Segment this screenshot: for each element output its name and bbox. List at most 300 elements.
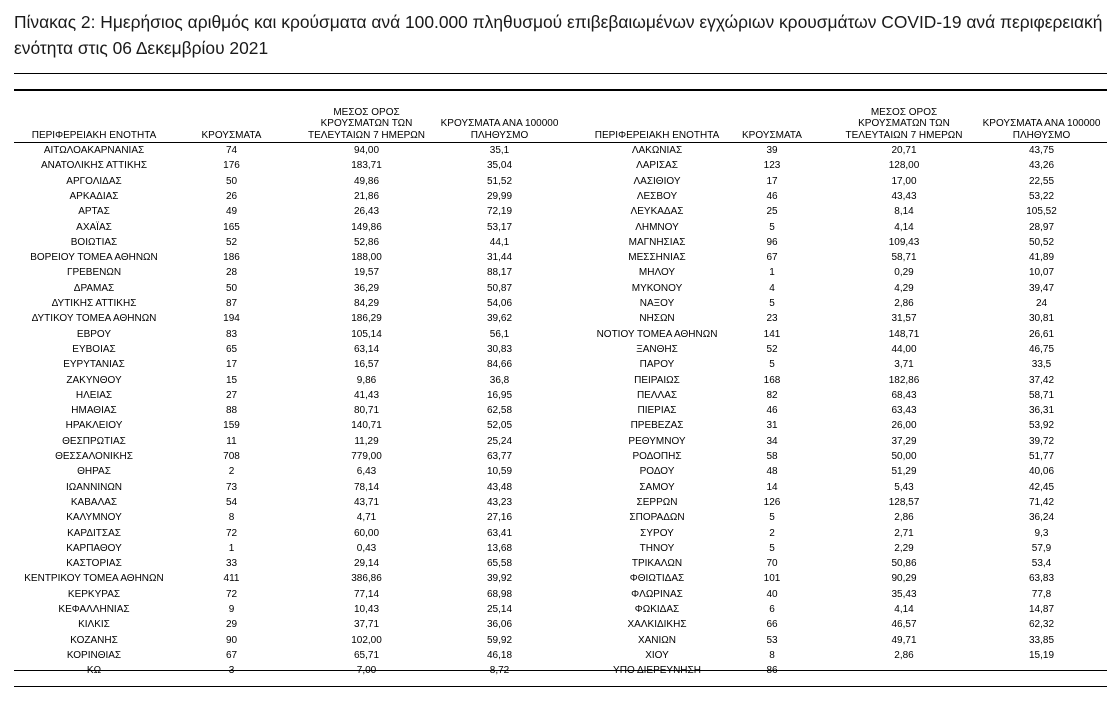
- left-per100k-cell: 44,1: [489, 236, 510, 248]
- right-per100k-cell: 10,07: [1028, 267, 1055, 279]
- left-cases-cell: 15: [225, 374, 238, 386]
- left-region-cell: ΕΥΡΥΤΑΝΙΑΣ: [63, 359, 125, 371]
- header-per100k-right: [969, 98, 1113, 142]
- header-label: ΚΡΟΥΣΜΑΤΑ ΑΝΑ 100000 ΠΛΗΘΥΣΜΟ: [982, 118, 1101, 141]
- left-avg7-cell: 94,00: [353, 145, 380, 156]
- right-avg7-cell: 128,57: [888, 496, 920, 508]
- right-per100k-cell: 33,5: [1031, 359, 1052, 371]
- right-cases-cell: 5: [769, 221, 775, 233]
- left-avg7-cell: 140,71: [351, 420, 382, 432]
- left-region-cell: ΚΑΡΠΑΘΟΥ: [66, 542, 122, 554]
- left-avg7-cell: 77,14: [353, 588, 380, 600]
- left-avg7-cell: 29,14: [353, 558, 380, 570]
- table-row: [14, 296, 1107, 311]
- left-per100k-cell: 25,14: [486, 604, 513, 615]
- right-region-cell: ΜΑΓΝΗΣΙΑΣ: [628, 236, 686, 248]
- right-avg7-cell: 109,43: [888, 236, 920, 248]
- left-region-cell: ΘΕΣΠΡΩΤΙΑΣ: [62, 435, 126, 447]
- left-cases-cell: 9: [228, 604, 235, 615]
- right-region-cell: ΠΑΡΟΥ: [639, 359, 675, 371]
- right-cases-cell: 25: [766, 206, 778, 218]
- right-per100k-cell: 105,52: [1026, 206, 1057, 218]
- right-region-cell: ΣΠΟΡΑΔΩΝ: [629, 512, 685, 524]
- left-per100k-cell: 25,24: [486, 435, 513, 447]
- left-cases-cell: 11: [226, 435, 237, 447]
- right-region-cell: ΦΩΚΙΔΑΣ: [634, 604, 680, 615]
- right-cases-cell: 53: [766, 634, 778, 646]
- table-row: [14, 327, 1107, 342]
- right-per100k-cell: 43,75: [1028, 145, 1055, 156]
- right-region-cell: ΧΑΛΚΙΔΙΚΗΣ: [627, 619, 687, 631]
- header-label: ΚΡΟΥΣΜΑΤΑ: [742, 129, 802, 141]
- right-per100k-cell: 53,4: [1031, 558, 1052, 570]
- right-cases-cell: 5: [769, 542, 775, 554]
- right-cases-cell: 4: [769, 282, 775, 294]
- left-avg7-cell: 105,14: [351, 328, 382, 340]
- left-avg7-cell: 186,29: [351, 313, 382, 325]
- header-avg7-left: [304, 98, 429, 142]
- left-avg7-cell: 36,29: [353, 282, 380, 294]
- left-avg7-cell: 52,86: [353, 236, 380, 248]
- right-cases-cell: 34: [766, 435, 778, 447]
- left-per100k-cell: 63,77: [486, 451, 513, 462]
- right-per100k-cell: 39,47: [1028, 282, 1055, 294]
- left-avg7-cell: 9,86: [356, 374, 377, 386]
- right-region-cell: ΜΥΚΟΝΟΥ: [631, 282, 683, 294]
- table-row: [14, 571, 1107, 586]
- left-cases-cell: 50: [225, 282, 238, 294]
- right-per100k-cell: 26,61: [1028, 328, 1055, 340]
- left-cases-cell: 29: [225, 619, 238, 631]
- right-avg7-cell: 50,86: [891, 558, 917, 570]
- right-avg7-cell: 0,29: [894, 267, 914, 279]
- right-avg7-cell: 50,00: [891, 451, 917, 462]
- right-per100k-cell: 77,8: [1031, 588, 1052, 600]
- table-row: [14, 526, 1107, 541]
- right-avg7-cell: 37,29: [891, 435, 917, 447]
- left-avg7-cell: 78,14: [353, 481, 380, 493]
- left-cases-cell: 67: [225, 649, 238, 661]
- header-label: ΠΕΡΙΦΕΡΕΙΑΚΗ ΕΝΟΤΗΤΑ: [594, 129, 720, 141]
- table-row: [14, 587, 1107, 602]
- right-per100k-cell: 63,83: [1028, 573, 1055, 585]
- left-cases-cell: 411: [223, 573, 240, 585]
- left-avg7-cell: 80,71: [353, 405, 380, 417]
- header-label: ΚΡΟΥΣΜΑΤΑ: [201, 129, 262, 141]
- right-per100k-cell: 22,55: [1028, 175, 1055, 187]
- left-region-cell: ΚΑΒΑΛΑΣ: [70, 496, 118, 508]
- header-label: ΜΕΣΟΣ ΟΡΟΣ ΚΡΟΥΣΜΑΤΩΝ ΤΩΝ ΤΕΛΕΥΤΑΙΩΝ 7 ΗΜΕΡΩΝ: [307, 106, 426, 141]
- right-avg7-cell: 90,29: [891, 573, 917, 585]
- left-cases-cell: 2: [228, 466, 235, 478]
- table-row: [14, 480, 1107, 495]
- left-cases-cell: 176: [223, 160, 240, 172]
- left-cases-cell: 88: [225, 405, 238, 417]
- table-row: [14, 449, 1107, 464]
- table-row: [14, 265, 1107, 280]
- table-row: [14, 510, 1107, 525]
- right-cases-cell: 14: [766, 481, 778, 493]
- left-per100k-cell: 30,83: [486, 343, 513, 355]
- table-row: [14, 541, 1107, 556]
- left-per100k-cell: 39,62: [486, 313, 513, 325]
- right-region-cell: ΛΑΡΙΣΑΣ: [636, 160, 678, 172]
- right-region-cell: ΝΑΞΟΥ: [639, 298, 675, 309]
- right-avg7-cell: 128,00: [888, 160, 920, 172]
- table-row: [14, 189, 1107, 204]
- table-row: [14, 495, 1107, 510]
- right-cases-cell: 5: [769, 359, 775, 371]
- left-per100k-cell: 16,95: [486, 389, 513, 401]
- left-per100k-cell: 43,48: [486, 481, 513, 493]
- table-row: [14, 617, 1107, 632]
- left-per100k-cell: 50,87: [486, 282, 513, 294]
- left-cases-cell: 194: [223, 313, 240, 325]
- left-region-cell: ΗΡΑΚΛΕΙΟΥ: [65, 420, 123, 432]
- table-caption: Πίνακας 2: Ημερήσιος αριθμός και κρούσματα ανά 100.000 πληθυσμού επιβεβαιωμένων εγχώριων κρουσμάτων COVID-19 ανά περιφερειακή ενότητα στις 06 Δεκεμβρίου 2021: [14, 12, 1103, 58]
- left-cases-cell: 74: [225, 145, 238, 156]
- table-row: [14, 158, 1107, 173]
- left-per100k-cell: 56,1: [489, 328, 510, 340]
- left-avg7-cell: 0,43: [356, 542, 377, 554]
- right-region-cell: ΥΠΟ ΔΙΕΡΕΥΝΗΣΗ: [613, 665, 701, 677]
- left-per100k-cell: 59,92: [486, 634, 513, 646]
- left-per100k-cell: 54,06: [486, 298, 513, 309]
- right-cases-cell: 168: [763, 374, 781, 386]
- right-cases-cell: 8: [769, 649, 775, 661]
- right-per100k-cell: 37,42: [1028, 374, 1055, 386]
- right-per100k-cell: 42,45: [1028, 481, 1055, 493]
- right-region-cell: ΛΑΣΙΘΙΟΥ: [633, 175, 681, 187]
- left-region-cell: ΚΕΝΤΡΙΚΟΥ ΤΟΜΕΑ ΑΘΗΝΩΝ: [24, 573, 164, 585]
- right-cases-cell: 96: [766, 236, 778, 248]
- right-avg7-cell: 4,14: [894, 221, 914, 233]
- right-region-cell: ΦΛΩΡΙΝΑΣ: [631, 588, 683, 600]
- left-region-cell: ΗΛΕΙΑΣ: [75, 389, 113, 401]
- left-region-cell: ΒΟΡΕΙΟΥ ΤΟΜΕΑ ΑΘΗΝΩΝ: [30, 252, 158, 264]
- left-per100k-cell: 35,1: [489, 145, 510, 156]
- table-row: [14, 373, 1107, 388]
- table-row: [14, 220, 1107, 235]
- right-avg7-cell: 49,71: [891, 634, 917, 646]
- right-region-cell: ΡΟΔΟΠΗΣ: [632, 451, 682, 462]
- table-row: [14, 143, 1107, 158]
- table-row: [14, 418, 1107, 433]
- left-region-cell: ΚΕΡΚΥΡΑΣ: [67, 588, 121, 600]
- right-region-cell: ΠΡΕΒΕΖΑΣ: [630, 420, 684, 432]
- right-per100k-cell: 57,9: [1031, 542, 1052, 554]
- right-avg7-cell: 68,43: [891, 389, 917, 401]
- table-row: [14, 250, 1107, 265]
- right-region-cell: ΛΕΣΒΟΥ: [636, 190, 678, 202]
- right-cases-cell: 123: [763, 160, 781, 172]
- right-cases-cell: 6: [769, 604, 775, 615]
- table-row: [14, 235, 1107, 250]
- left-region-cell: ΔΥΤΙΚΗΣ ΑΤΤΙΚΗΣ: [51, 298, 137, 309]
- right-avg7-cell: 46,57: [891, 619, 917, 631]
- left-per100k-cell: 39,92: [486, 573, 513, 585]
- table-row: [14, 174, 1107, 189]
- left-cases-cell: 50: [225, 175, 238, 187]
- left-avg7-cell: 188,00: [351, 252, 382, 264]
- right-per100k-cell: 28,97: [1028, 221, 1055, 233]
- left-region-cell: ΚΟΡΙΝΘΙΑΣ: [66, 649, 122, 661]
- left-region-cell: ΔΥΤΙΚΟΥ ΤΟΜΕΑ ΑΘΗΝΩΝ: [31, 313, 157, 325]
- right-avg7-cell: 63,43: [891, 405, 917, 417]
- right-avg7-cell: 43,43: [891, 190, 917, 202]
- left-cases-cell: 26: [225, 190, 238, 202]
- left-region-cell: ΚΙΛΚΙΣ: [78, 619, 110, 631]
- right-region-cell: ΜΕΣΣΗΝΙΑΣ: [628, 252, 686, 264]
- left-cases-cell: 87: [225, 298, 238, 309]
- table-bottom-rule: [14, 670, 1107, 671]
- caption-divider: [14, 73, 1107, 74]
- table-row: [14, 633, 1107, 648]
- left-region-cell: ΒΟΙΩΤΙΑΣ: [70, 236, 118, 248]
- right-region-cell: ΝΟΤΙΟΥ ΤΟΜΕΑ ΑΘΗΝΩΝ: [596, 328, 718, 340]
- left-per100k-cell: 10,59: [486, 466, 513, 478]
- table-row: [14, 464, 1107, 479]
- right-avg7-cell: 35,43: [891, 588, 917, 600]
- left-per100k-cell: 68,98: [486, 588, 513, 600]
- right-cases-cell: 40: [766, 588, 778, 600]
- table-row: [14, 648, 1107, 663]
- right-avg7-cell: 58,71: [891, 252, 917, 264]
- right-cases-cell: 1: [769, 267, 775, 279]
- right-avg7-cell: 148,71: [888, 328, 920, 340]
- left-cases-cell: 83: [225, 328, 238, 340]
- right-region-cell: ΧΑΝΙΩΝ: [637, 634, 677, 646]
- right-region-cell: ΝΗΣΩΝ: [639, 313, 675, 325]
- left-cases-cell: 49: [225, 206, 238, 218]
- right-avg7-cell: 4,29: [894, 282, 914, 294]
- left-cases-cell: 17: [225, 359, 238, 371]
- right-region-cell: ΠΕΛΛΑΣ: [636, 389, 678, 401]
- right-avg7-cell: 51,29: [891, 466, 917, 478]
- left-cases-cell: 1: [228, 542, 235, 554]
- right-region-cell: ΜΗΛΟΥ: [638, 267, 676, 279]
- right-per100k-cell: 30,81: [1028, 313, 1055, 325]
- right-cases-cell: 46: [766, 405, 778, 417]
- right-cases-cell: 48: [766, 466, 778, 478]
- left-cases-cell: 186: [223, 252, 240, 264]
- right-avg7-cell: 2,86: [894, 512, 914, 524]
- left-cases-cell: 33: [225, 558, 238, 570]
- left-region-cell: ΚΕΦΑΛΛΗΝΙΑΣ: [58, 604, 130, 615]
- left-avg7-cell: 19,57: [353, 267, 380, 279]
- left-region-cell: ΚΑΛΥΜΝΟΥ: [66, 512, 122, 524]
- left-cases-cell: 72: [225, 527, 238, 539]
- table-row: [14, 204, 1107, 219]
- left-region-cell: ΚΩ: [86, 665, 102, 677]
- right-avg7-cell: 26,00: [891, 420, 917, 432]
- right-avg7-cell: 4,14: [894, 604, 914, 615]
- left-cases-cell: 8: [228, 512, 235, 524]
- left-region-cell: ΚΑΣΤΟΡΙΑΣ: [66, 558, 122, 570]
- left-per100k-cell: 63,41: [486, 527, 513, 539]
- table-row: [14, 342, 1107, 357]
- right-per100k-cell: 53,92: [1028, 420, 1055, 432]
- left-region-cell: ΙΩΑΝΝΙΝΩΝ: [65, 481, 123, 493]
- left-cases-cell: 28: [225, 267, 238, 279]
- left-per100k-cell: 52,05: [486, 420, 513, 432]
- left-avg7-cell: 41,43: [353, 389, 380, 401]
- left-avg7-cell: 7,00: [356, 665, 377, 677]
- right-region-cell: ΞΑΝΘΗΣ: [636, 343, 678, 355]
- left-region-cell: ΑΡΚΑΔΙΑΣ: [69, 190, 119, 202]
- left-per100k-cell: 51,52: [486, 175, 513, 187]
- left-region-cell: ΘΕΣΣΑΛΟΝΙΚΗΣ: [55, 451, 133, 462]
- left-per100k-cell: 13,68: [486, 542, 513, 554]
- right-avg7-cell: 2,71: [894, 527, 914, 539]
- left-per100k-cell: 35,04: [486, 160, 513, 172]
- right-cases-cell: 31: [766, 420, 778, 432]
- right-cases-cell: 70: [766, 558, 778, 570]
- left-region-cell: ΑΙΤΩΛΟΑΚΑΡΝΑΝΙΑΣ: [43, 145, 145, 156]
- left-per100k-cell: 43,23: [486, 496, 513, 508]
- right-avg7-cell: 44,00: [891, 343, 917, 355]
- left-per100k-cell: 53,17: [486, 221, 513, 233]
- left-per100k-cell: 84,66: [486, 359, 513, 371]
- left-region-cell: ΚΟΖΑΝΗΣ: [70, 634, 118, 646]
- right-region-cell: ΣΥΡΟΥ: [640, 527, 674, 539]
- left-per100k-cell: 88,17: [486, 267, 513, 279]
- left-per100k-cell: 29,99: [486, 190, 513, 202]
- left-region-cell: ΕΥΒΟΙΑΣ: [72, 343, 116, 355]
- left-region-cell: ΗΜΑΘΙΑΣ: [71, 405, 117, 417]
- left-avg7-cell: 102,00: [351, 634, 382, 646]
- right-cases-cell: 67: [766, 252, 778, 264]
- left-region-cell: ΕΒΡΟΥ: [76, 328, 112, 340]
- right-cases-cell: 126: [763, 496, 781, 508]
- left-avg7-cell: 183,71: [351, 160, 382, 172]
- left-region-cell: ΖΑΚΥΝΘΟΥ: [66, 374, 122, 386]
- left-cases-cell: 65: [225, 343, 238, 355]
- right-region-cell: ΡΕΘΥΜΝΟΥ: [628, 435, 686, 447]
- right-per100k-cell: 41,89: [1028, 252, 1055, 264]
- left-cases-cell: 72: [225, 588, 238, 600]
- header-per100k-left: [432, 98, 567, 142]
- right-per100k-cell: 40,06: [1028, 466, 1055, 478]
- header-cases-right: [714, 98, 830, 142]
- left-per100k-cell: 8,72: [489, 665, 510, 677]
- right-per100k-cell: 51,77: [1028, 451, 1055, 462]
- left-avg7-cell: 84,29: [353, 298, 380, 309]
- table-row: [14, 357, 1107, 372]
- left-avg7-cell: 43,71: [353, 496, 380, 508]
- left-cases-cell: 27: [225, 389, 238, 401]
- left-per100k-cell: 62,58: [486, 405, 513, 417]
- right-per100k-cell: 15,19: [1028, 649, 1055, 661]
- table-top-rule: [14, 89, 1107, 91]
- right-avg7-cell: 2,86: [894, 649, 914, 661]
- right-cases-cell: 58: [766, 451, 778, 462]
- left-avg7-cell: 11,29: [354, 435, 379, 447]
- table-row: [14, 556, 1107, 571]
- right-cases-cell: 86: [766, 665, 778, 677]
- right-region-cell: ΣΕΡΡΩΝ: [636, 496, 678, 508]
- right-region-cell: ΤΗΝΟΥ: [639, 542, 675, 554]
- left-region-cell: ΑΡΓΟΛΙΔΑΣ: [66, 175, 122, 187]
- left-cases-cell: 159: [223, 420, 240, 432]
- left-region-cell: ΑΡΤΑΣ: [78, 206, 110, 218]
- right-region-cell: ΛΕΥΚΑΔΑΣ: [630, 206, 684, 218]
- table-row: [14, 403, 1107, 418]
- right-cases-cell: 66: [766, 619, 778, 631]
- right-cases-cell: 82: [766, 389, 778, 401]
- header-label: ΠΕΡΙΦΕΡΕΙΑΚΗ ΕΝΟΤΗΤΑ: [31, 129, 157, 141]
- right-per100k-cell: 36,31: [1028, 405, 1055, 417]
- left-region-cell: ΑΝΑΤΟΛΙΚΗΣ ΑΤΤΙΚΗΣ: [40, 160, 148, 172]
- right-region-cell: ΛΑΚΩΝΙΑΣ: [631, 145, 683, 156]
- left-cases-cell: 90: [225, 634, 238, 646]
- left-avg7-cell: 21,86: [353, 190, 380, 202]
- right-cases-cell: 23: [766, 313, 778, 325]
- left-avg7-cell: 49,86: [353, 175, 380, 187]
- left-avg7-cell: 779,00: [351, 451, 382, 462]
- left-avg7-cell: 63,14: [353, 343, 380, 355]
- left-avg7-cell: 16,57: [353, 359, 380, 371]
- left-avg7-cell: 6,43: [356, 466, 377, 478]
- left-region-cell: ΑΧΑΪΑΣ: [76, 221, 112, 233]
- header-avg7-right: [844, 98, 964, 142]
- left-avg7-cell: 37,71: [353, 619, 380, 631]
- right-region-cell: ΦΘΙΩΤΙΔΑΣ: [629, 573, 685, 585]
- right-per100k-cell: 24: [1035, 298, 1048, 309]
- right-cases-cell: 141: [763, 328, 781, 340]
- left-per100k-cell: 65,58: [486, 558, 513, 570]
- right-per100k-cell: 39,72: [1028, 435, 1055, 447]
- right-per100k-cell: 46,75: [1028, 343, 1055, 355]
- left-cases-cell: 708: [223, 451, 240, 462]
- right-cases-cell: 5: [769, 512, 775, 524]
- right-per100k-cell: 36,24: [1028, 512, 1055, 524]
- right-region-cell: ΧΙΟΥ: [645, 649, 669, 661]
- right-avg7-cell: 2,86: [894, 298, 914, 309]
- table-row: [14, 388, 1107, 403]
- right-per100k-cell: 33,85: [1028, 634, 1055, 646]
- left-avg7-cell: 149,86: [351, 221, 382, 233]
- right-avg7-cell: 182,86: [888, 374, 920, 386]
- footer-rule: [14, 686, 1107, 687]
- header-label: ΚΡΟΥΣΜΑΤΑ ΑΝΑ 100000 ΠΛΗΘΥΣΜΟ: [440, 118, 559, 141]
- right-avg7-cell: 2,29: [894, 542, 914, 554]
- right-cases-cell: 5: [769, 298, 775, 309]
- left-cases-cell: 3: [228, 665, 235, 677]
- left-region-cell: ΘΗΡΑΣ: [77, 466, 111, 478]
- right-cases-cell: 2: [769, 527, 775, 539]
- right-region-cell: ΛΗΜΝΟΥ: [635, 221, 679, 233]
- right-per100k-cell: 62,32: [1028, 619, 1055, 631]
- right-cases-cell: 52: [766, 343, 778, 355]
- right-region-cell: ΠΙΕΡΙΑΣ: [637, 405, 677, 417]
- table-row: [14, 434, 1107, 449]
- left-avg7-cell: 4,71: [356, 512, 377, 524]
- left-avg7-cell: 65,71: [353, 649, 380, 661]
- left-per100k-cell: 36,06: [486, 619, 513, 631]
- right-per100k-cell: 43,26: [1028, 160, 1055, 172]
- left-per100k-cell: 31,44: [486, 252, 513, 264]
- left-avg7-cell: 26,43: [353, 206, 380, 218]
- right-avg7-cell: 20,71: [891, 145, 917, 156]
- left-avg7-cell: 60,00: [353, 527, 380, 539]
- right-per100k-cell: 50,52: [1028, 236, 1055, 248]
- right-per100k-cell: 71,42: [1028, 496, 1055, 508]
- right-per100k-cell: 53,22: [1028, 190, 1055, 202]
- header-region-left: [14, 98, 174, 142]
- right-cases-cell: 101: [763, 573, 781, 585]
- right-cases-cell: 17: [766, 175, 778, 187]
